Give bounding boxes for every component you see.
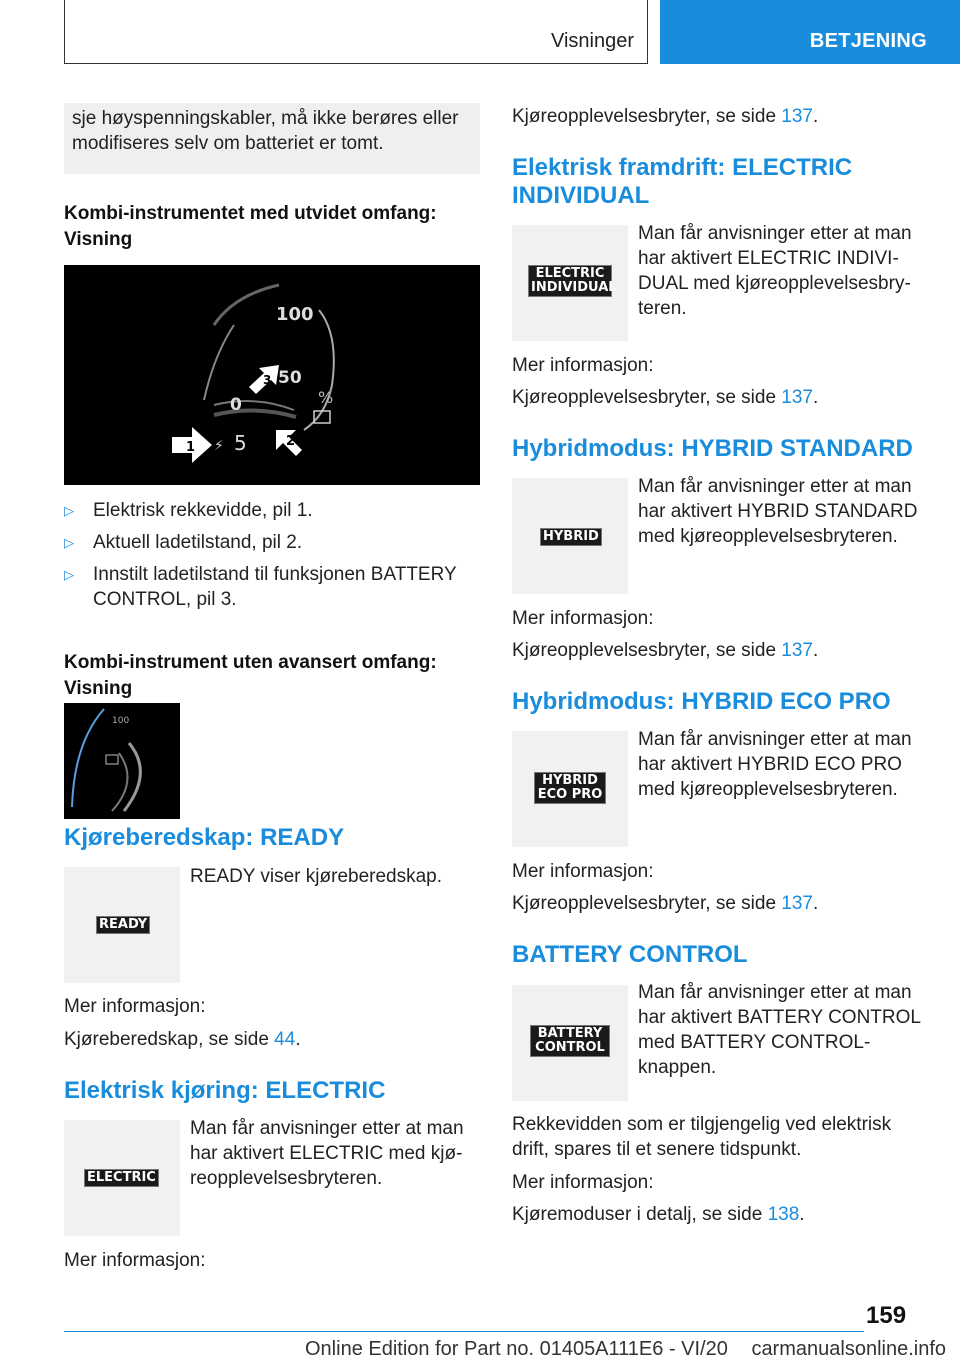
footer-divider: [64, 1331, 864, 1332]
electric-heading: Elektrisk kjøring: ELECTRIC: [64, 1077, 386, 1104]
warning-note: sje høyspenningskabler, må ikke berøres eller modifiseres selv om batteriet er tomt.: [64, 103, 480, 174]
battery-more-info: Mer informasjon:: [512, 1172, 654, 1193]
page-link[interactable]: 137: [781, 387, 813, 408]
ready-text: READY viser kjøreberedskap.: [190, 866, 443, 887]
edition-text: Online Edition for Part no. 01405A111E6 - VI/20: [305, 1338, 728, 1360]
individual-indicator-image: [512, 225, 628, 341]
battery-control-heading: BATTERY CONTROL: [512, 941, 748, 968]
top-reference: Kjøreopplevelsesbryter, se side 137.: [512, 106, 819, 127]
eco-more-info: Mer informasjon:: [512, 861, 654, 882]
svg-text:1: 1: [186, 440, 196, 455]
svg-text:2: 2: [286, 434, 296, 449]
page-link[interactable]: 138: [767, 1204, 800, 1225]
battery-icon: [106, 755, 118, 764]
hybrid-more-info: Mer informasjon:: [512, 608, 654, 629]
bullet-triangle-icon: ▷: [64, 567, 74, 582]
bullet-triangle-icon: ▷: [64, 503, 74, 518]
page-link[interactable]: 137: [781, 893, 813, 914]
individual-reference: Kjøreopplevelsesbryter, se side 137.: [512, 387, 819, 408]
electric-text: Man får anvisninger etter at man har aktivert ELECTRIC med kjøreopplevelsesbryteren.: [190, 1118, 464, 1189]
ready-more-info: Mer informasjon:: [64, 996, 206, 1017]
eco-badge: HYBRID ECO PRO: [534, 772, 606, 804]
svg-text:3: 3: [263, 373, 272, 387]
hybrid-standard-heading: Hybridmodus: HYBRID STANDARD: [512, 435, 913, 462]
page-number: 159: [866, 1302, 907, 1329]
ready-badge: READY: [96, 916, 150, 934]
electric-indicator-image: [64, 1120, 180, 1236]
gauge-label-0: 0: [230, 395, 242, 415]
hybrid-reference: Kjøreopplevelsesbryter, se side 137.: [512, 640, 819, 661]
ready-reference: Kjøreberedskap, se side 44.: [64, 1029, 301, 1050]
page-link[interactable]: 44: [274, 1029, 296, 1050]
eco-indicator-image: [512, 731, 628, 847]
list-item: ▷ Innstilt ladetilstand til funksjonen BATTERY CONTROL, pil 3.: [64, 564, 457, 610]
basic-cluster-image: [64, 703, 180, 819]
ready-heading: Kjøreberedskap: READY: [64, 824, 345, 851]
section-title: Visninger: [550, 30, 634, 52]
hybrid-standard-text: Man får anvisninger etter at man har aktivert HYBRID STANDARD med kjøreopplevelsesbryteren.: [638, 476, 918, 547]
battery-badge: BATTERY CONTROL: [530, 1025, 610, 1057]
list-item: ▷ Elektrisk rekkevidde, pil 1.: [64, 500, 313, 521]
small-gauge-label: 100: [112, 716, 130, 726]
hybrid-badge: HYBRID: [540, 528, 602, 546]
chapter-tab-label: BETJENING: [809, 30, 927, 52]
electric-more-info: Mer informasjon:: [64, 1250, 206, 1271]
chapter-tab[interactable]: [660, 0, 960, 64]
page-link[interactable]: 137: [781, 106, 813, 127]
ready-indicator-image: [64, 867, 180, 983]
bullet-triangle-icon: ▷: [64, 535, 74, 550]
instrument-cluster-image: [64, 265, 480, 485]
individual-badge: ELECTRIC INDIVIDUAL: [528, 265, 612, 297]
gauge-label-pct: %: [318, 388, 334, 407]
battery-control-desc: Rekkevidden som er tilgjengelig ved elektrisk drift, spares til et senere tidspunkt.: [512, 1114, 892, 1160]
gauge-label-5: 5: [234, 431, 247, 455]
individual-text: Man får anvisninger etter at man har aktivert ELECTRIC INDIVIDUAL med kjøreopplevelsesbryteren.: [638, 223, 912, 319]
battery-reference: Kjøremoduser i detalj, se side 138.: [512, 1204, 805, 1225]
plug-icon: ⚡: [214, 438, 224, 454]
gauge-illustration: [64, 265, 480, 485]
battery-indicator-image: [512, 985, 628, 1101]
watermark: carmanualsonline.info: [751, 1338, 946, 1360]
gauge-label-50: 50: [278, 368, 302, 388]
battery-control-text: Man får anvisninger etter at man har aktivert BATTERY CONTROL med BATTERY CONTROL-knappen.: [638, 982, 921, 1078]
page-link[interactable]: 137: [781, 640, 813, 661]
individual-heading: Elektrisk framdrift: ELECTRIC INDIVIDUAL: [512, 154, 853, 209]
list-item: ▷ Aktuell ladetilstand, pil 2.: [64, 532, 303, 553]
gauge-label-100: 100: [276, 304, 314, 325]
hybrid-eco-text: Man får anvisninger etter at man har aktivert HYBRID ECO PRO med kjøreopplevelsesbryteren.: [638, 729, 912, 800]
kombi-heading-basic: Kombi-instrument uten avansert omfang: Visning: [64, 652, 437, 699]
eco-reference: Kjøreopplevelsesbryter, se side 137.: [512, 893, 819, 914]
hybrid-eco-heading: Hybridmodus: HYBRID ECO PRO: [512, 688, 891, 715]
individual-more-info: Mer informasjon:: [512, 355, 654, 376]
electric-badge: ELECTRIC: [84, 1169, 159, 1187]
hybrid-indicator-image: [512, 478, 628, 594]
kombi-heading-extended: Kombi-instrumentet med utvidet omfang: Visning: [64, 203, 437, 250]
